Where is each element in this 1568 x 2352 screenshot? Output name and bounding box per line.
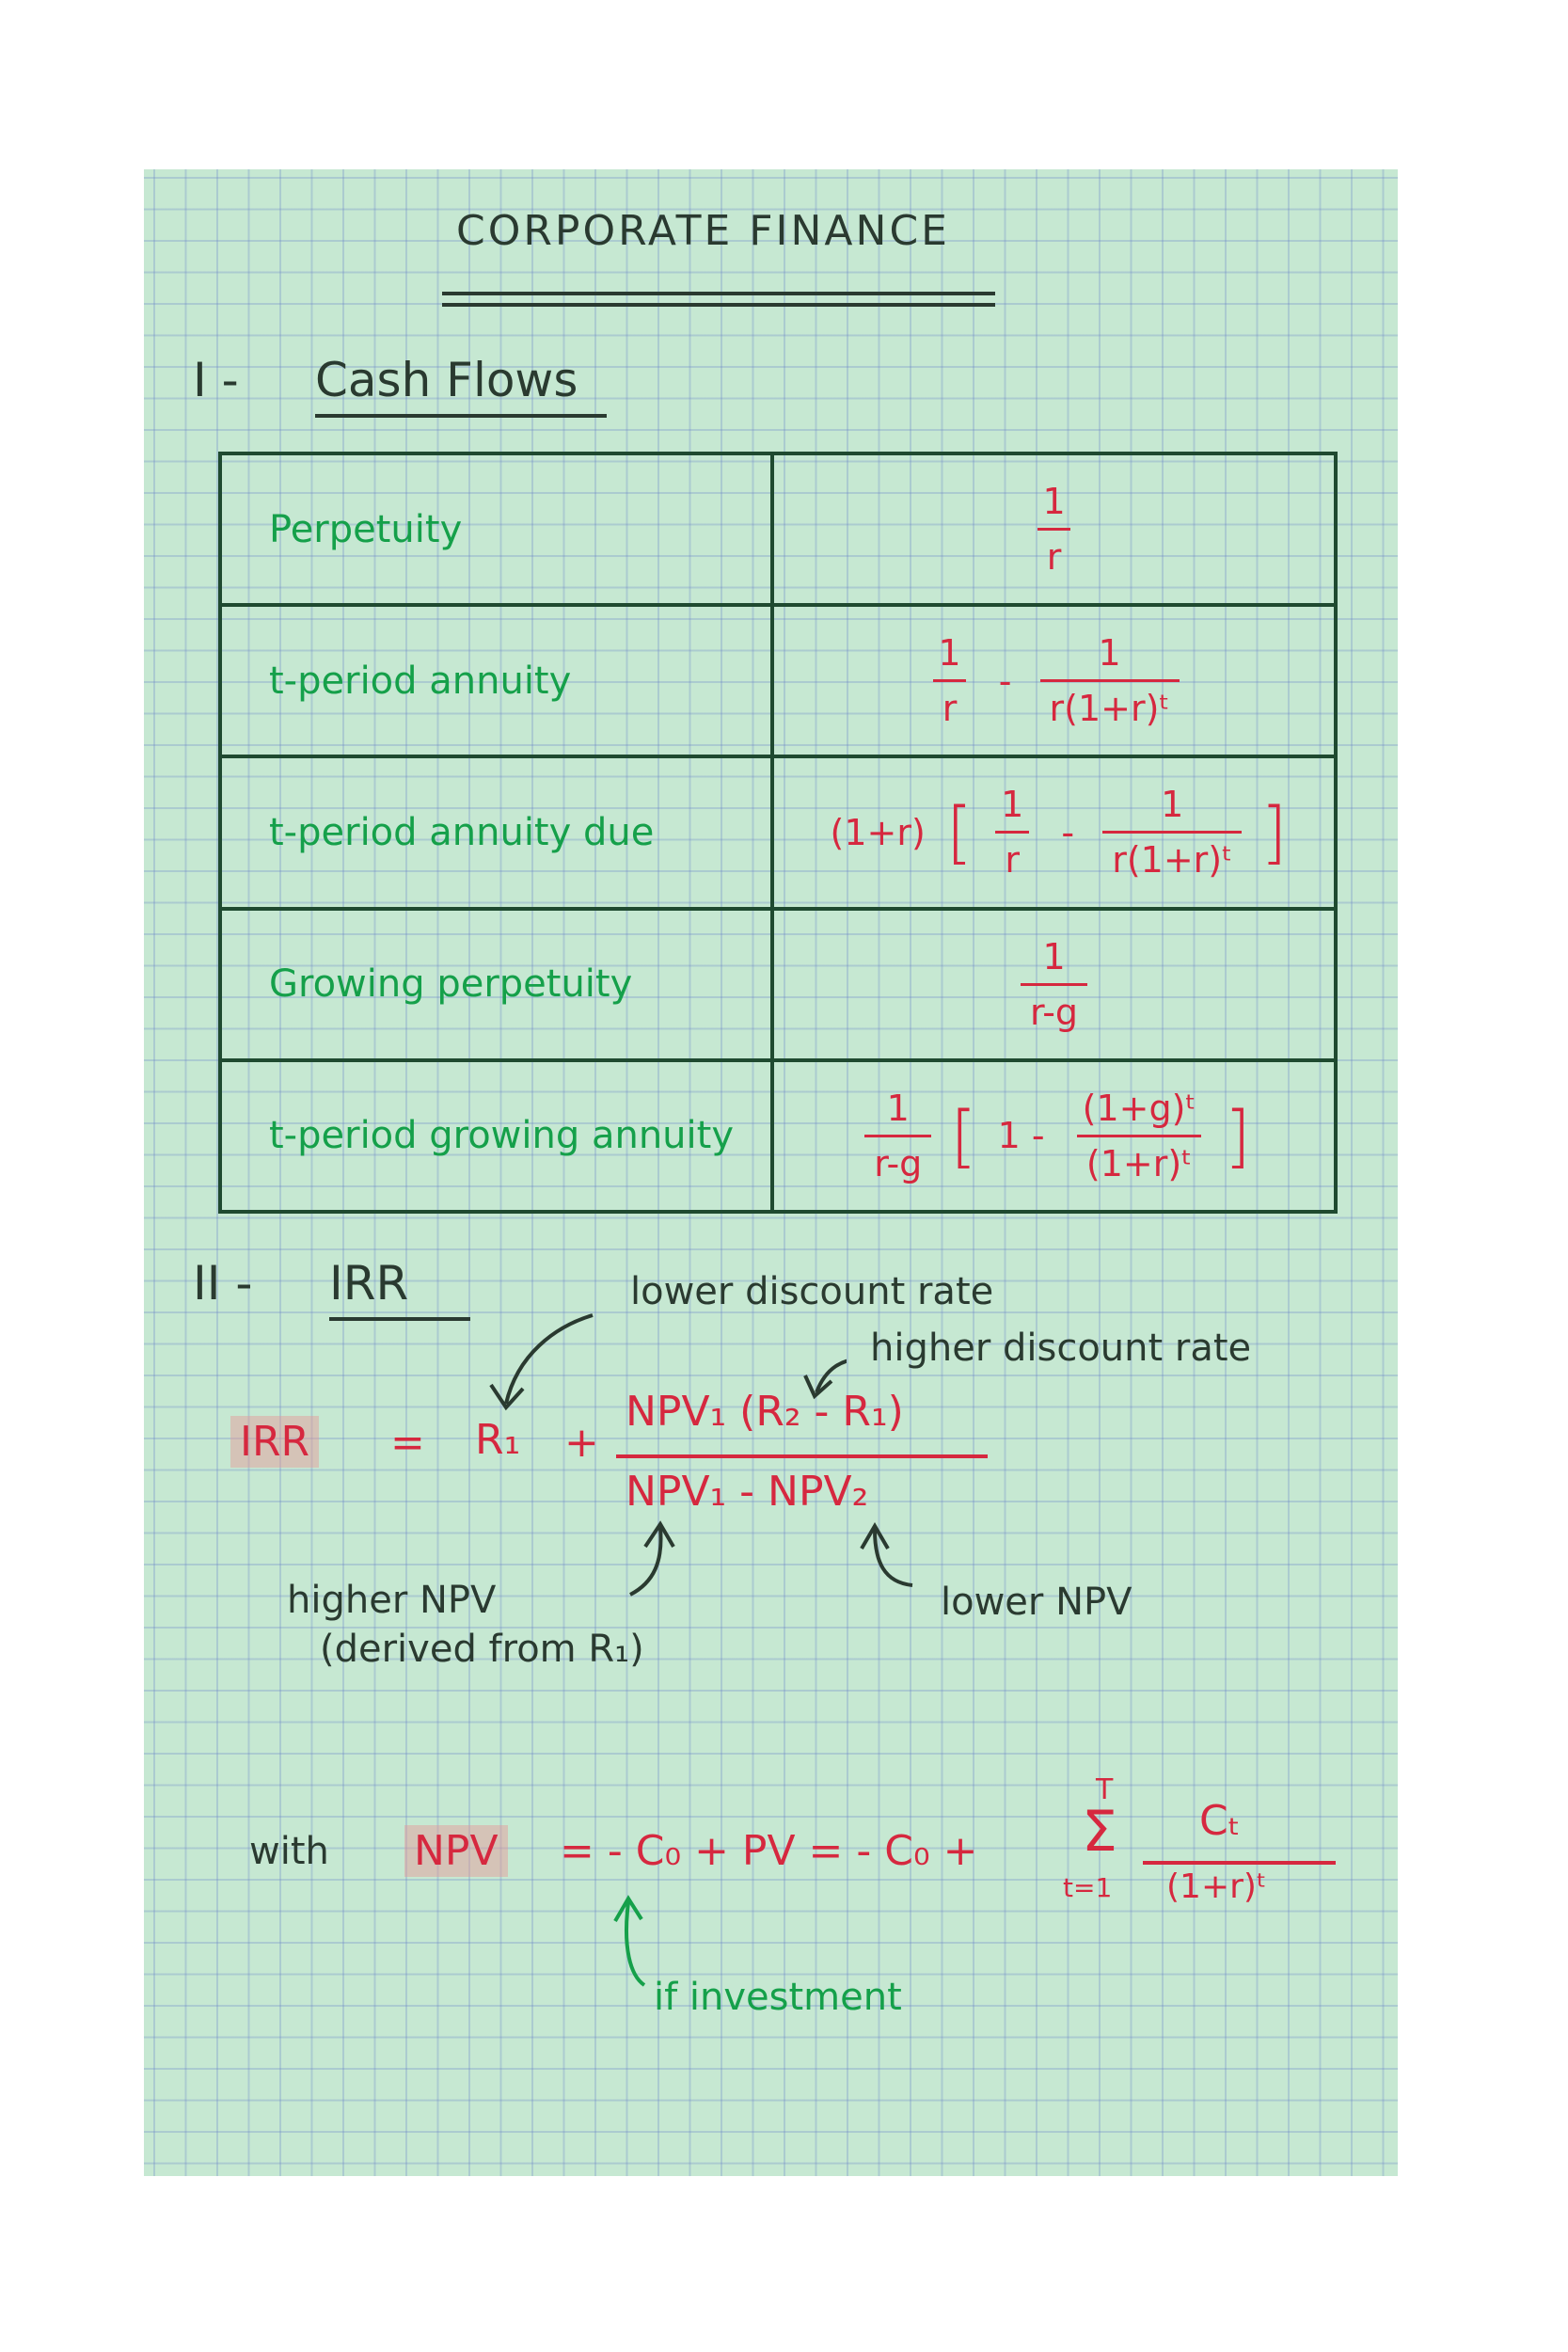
minus-sign: - [1061, 811, 1075, 853]
npv-sum-sigma: Σ [1082, 1799, 1117, 1865]
annotation-arrows-bottom [602, 1515, 941, 1628]
note-higher-npv: higher NPV [287, 1579, 497, 1622]
denominator: r-g [1021, 983, 1087, 1033]
numerator: 1 [1042, 935, 1066, 977]
section1-heading: Cash Flows [315, 353, 578, 407]
row-label-growing-annuity: t-period growing annuity [220, 1060, 772, 1212]
fraction [864, 1088, 931, 1184]
arrow-from-higher-npv [630, 1528, 661, 1595]
numerator: 1 [886, 1087, 910, 1129]
formula-annuity [772, 605, 1336, 756]
irr-denominator: NPV₁ - NPV₂ [626, 1468, 869, 1516]
denominator: r [933, 679, 967, 729]
row-label-growing-perpetuity: Growing perpetuity [220, 909, 772, 1060]
numerator: (1+g)ᵗ [1082, 1087, 1196, 1129]
numerator: 1 [1001, 784, 1024, 826]
fraction [1021, 936, 1087, 1033]
table-row [220, 605, 1336, 756]
formula-annuity-due [772, 756, 1336, 908]
numerator: 1 [1098, 632, 1121, 675]
note-lower-npv: lower NPV [941, 1581, 1132, 1624]
formula-growing-perpetuity [772, 909, 1336, 1060]
fraction [1073, 1088, 1206, 1184]
numerator: 1 [938, 632, 961, 675]
note-higher-discount-rate: higher discount rate [870, 1327, 1252, 1370]
denominator: (1+r)ᵗ [1077, 1135, 1202, 1184]
npv-expression: = - C₀ + PV = - C₀ + [560, 1827, 978, 1875]
npv-frac-denominator: (1+r)ᵗ [1166, 1867, 1267, 1906]
denominator: r(1+r)ᵗ [1102, 831, 1242, 881]
table-row [220, 756, 1336, 908]
denominator: r [1037, 528, 1071, 578]
irr-equals: = [390, 1419, 425, 1467]
fraction [1040, 632, 1180, 729]
prefix-factor: (1+r) [830, 811, 926, 853]
section2-heading: IRR [329, 1256, 409, 1311]
minus-sign: - [998, 660, 1012, 702]
denominator: r(1+r)ᵗ [1040, 679, 1180, 729]
title-underline-double [442, 303, 995, 307]
npv-sum-lower: t=1 [1063, 1872, 1113, 1903]
cash-flows-table [218, 452, 1338, 1214]
npv-fraction-bar [1143, 1861, 1336, 1865]
row-label-perpetuity: Perpetuity [220, 453, 772, 605]
fraction [1102, 784, 1242, 881]
formula-perpetuity [772, 453, 1336, 605]
table-row [220, 453, 1336, 605]
note-derived-from-r1: (derived from R₁) [320, 1628, 644, 1671]
denominator: r [995, 831, 1029, 881]
section2-number: II - [193, 1256, 253, 1311]
numerator: 1 [1161, 784, 1184, 826]
row-label-annuity: t-period annuity [220, 605, 772, 756]
irr-numerator: NPV₁ (R₂ - R₁) [626, 1388, 904, 1436]
table-row [220, 1060, 1336, 1212]
note-if-investment: if investment [654, 1976, 902, 2019]
arrow-investment-shaft [626, 1902, 644, 1985]
title-underline [442, 292, 995, 295]
npv-frac-numerator: Cₜ [1199, 1797, 1241, 1845]
irr-plus: + [564, 1419, 599, 1467]
note-lower-discount-rate: lower discount rate [630, 1270, 994, 1313]
row-label-annuity-due: t-period annuity due [220, 756, 772, 908]
fraction [991, 784, 1033, 881]
numerator: 1 [1042, 481, 1066, 523]
irr-label: IRR [230, 1416, 319, 1468]
page-title: CORPORATE FINANCE [456, 207, 950, 255]
bracket-close: ] [1260, 792, 1288, 872]
formula-growing-annuity [772, 1060, 1336, 1212]
table-row [220, 909, 1336, 1060]
section1-underline [315, 414, 607, 418]
npv-with: with [249, 1830, 329, 1873]
fraction [1033, 481, 1074, 578]
one-minus: 1 - [997, 1115, 1045, 1157]
bracket-open: [ [945, 792, 974, 872]
bracket-open: [ [950, 1096, 977, 1176]
fraction [928, 632, 970, 729]
npv-label: NPV [404, 1825, 508, 1877]
section2-underline [329, 1317, 470, 1321]
irr-r1: R₁ [475, 1416, 521, 1464]
npv-sum-upper: T [1096, 1773, 1114, 1806]
section1-number: I - [193, 353, 239, 407]
denominator: r-g [864, 1135, 931, 1184]
bracket-close: ] [1224, 1096, 1251, 1176]
irr-fraction-bar [616, 1454, 988, 1458]
